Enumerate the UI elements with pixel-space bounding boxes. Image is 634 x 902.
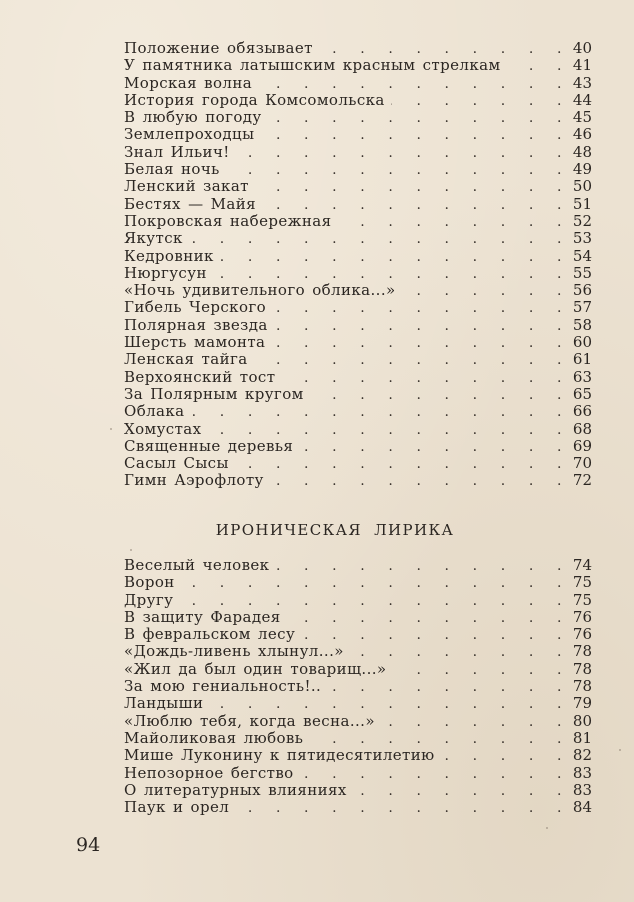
dot-leader	[271, 335, 570, 352]
dot-leader	[274, 318, 570, 335]
dot-leader	[236, 145, 570, 162]
toc-entry	[124, 161, 592, 178]
toc-entry-page: 41	[572, 56, 592, 75]
toc-entry-page: 78	[572, 677, 592, 696]
dot-leader	[254, 352, 570, 369]
toc-entry-page: 46	[572, 125, 592, 144]
dot-leader	[255, 179, 570, 196]
toc-entry	[124, 213, 592, 230]
dot-leader	[281, 370, 570, 387]
toc-entry	[124, 40, 592, 57]
toc-entry-title: В любую погоду	[124, 108, 262, 127]
scan-speck	[546, 827, 548, 829]
toc-entry	[124, 299, 592, 316]
toc-entry-page: 68	[572, 419, 592, 438]
dot-leader	[391, 93, 570, 110]
toc-entry-page: 61	[572, 350, 592, 369]
dot-leader	[441, 748, 570, 765]
toc-entry-title: Землепроходцы	[124, 125, 255, 144]
toc-entry-title: За Полярным кругом	[124, 384, 304, 403]
toc-entry-page: 40	[572, 39, 592, 57]
toc-entry	[124, 317, 592, 334]
toc-entry-title: За мою гениальность!..	[124, 677, 322, 696]
dot-leader	[268, 110, 570, 127]
toc-entry-title: Положение обязывает	[124, 39, 313, 57]
toc-entry-page: 57	[572, 298, 592, 317]
toc-entry	[124, 265, 592, 282]
toc-entry-title: Сасыл Сысы	[124, 454, 229, 473]
page-number: 94	[76, 834, 101, 856]
toc-entry-page: 72	[572, 471, 592, 490]
toc-entry-page: 49	[572, 160, 592, 179]
toc-entry	[124, 765, 592, 782]
toc-entry-title: Полярная звезда	[124, 315, 268, 334]
toc-entry-title: Другу	[124, 590, 174, 609]
dot-leader	[260, 127, 570, 144]
toc-entry	[124, 455, 592, 472]
toc-entry-title: «Дождь-ливень хлынул...»	[124, 642, 344, 661]
toc-entry-title: Белая ночь	[124, 160, 220, 179]
toc-entry-title: Морская волна	[124, 73, 253, 92]
toc-entry-page: 79	[572, 694, 592, 713]
toc-entry	[124, 730, 592, 747]
toc-entry-title: О литературных влияниях	[124, 780, 347, 799]
toc-entry-page: 51	[572, 194, 592, 213]
toc-entry-title: Ленский закат	[124, 177, 249, 196]
toc-entry	[124, 386, 592, 403]
toc-entry-title: История города Комсомольска	[124, 90, 385, 109]
toc-entry-title: Бестях — Майя	[124, 194, 257, 213]
toc-entry-page: 53	[572, 229, 592, 248]
dot-leader	[275, 558, 570, 575]
toc-entry-page: 54	[572, 246, 592, 265]
toc-entry-page: 52	[572, 211, 592, 230]
toc-entry-page: 48	[572, 142, 592, 161]
dot-leader	[220, 249, 570, 266]
toc-entry-title: Верхоянский тост	[124, 367, 276, 386]
toc-entry-page: 66	[572, 402, 592, 421]
toc-entry-title: «Жил да был один товарищ...»	[124, 659, 387, 678]
toc-entry-title: «Люблю тебя, когда весна...»	[124, 711, 375, 730]
scan-speck	[130, 549, 132, 551]
toc-entry-page: 60	[572, 333, 592, 352]
toc-entry	[124, 713, 592, 730]
toc-entry	[124, 574, 592, 591]
scan-speck	[619, 749, 621, 751]
dot-leader	[191, 404, 570, 421]
toc-entry-page: 82	[572, 746, 592, 765]
toc-entry-page: 83	[572, 763, 592, 782]
toc-entry	[124, 282, 592, 299]
toc-entry-page: 75	[572, 590, 592, 609]
toc-entry	[124, 196, 592, 213]
dot-leader	[235, 800, 570, 817]
toc-entry-title: Ворон	[124, 573, 175, 592]
dot-leader	[235, 456, 570, 473]
dot-leader	[181, 575, 570, 592]
dot-leader	[270, 473, 570, 490]
toc-entry-title: Ландыши	[124, 694, 204, 713]
dot-leader	[507, 58, 570, 75]
toc-entry-title: Веселый человек	[124, 556, 270, 574]
toc-entry-page: 81	[572, 728, 592, 747]
toc-entry-title: Ленская тайга	[124, 350, 248, 369]
toc-entry-page: 63	[572, 367, 592, 386]
dot-leader	[272, 300, 570, 317]
scan-speck	[110, 428, 112, 430]
toc-entry-page: 78	[572, 659, 592, 678]
toc-entry	[124, 557, 592, 574]
toc-entry-page: 74	[572, 556, 592, 574]
toc-entry	[124, 472, 592, 489]
toc-entry	[124, 92, 592, 109]
dot-leader	[310, 387, 570, 404]
toc-entry-page: 43	[572, 73, 592, 92]
toc-entry-page: 76	[572, 607, 592, 626]
toc-list-part1	[124, 40, 592, 490]
toc-entry-title: Хомустах	[124, 419, 202, 438]
dot-leader	[226, 162, 570, 179]
toc-entry-title: Мише Луконину к пятидесятилетию	[124, 746, 435, 765]
toc-entry	[124, 661, 592, 678]
toc-entry-page: 58	[572, 315, 592, 334]
toc-entry-title: Покровская набережная	[124, 211, 332, 230]
toc-entry-title: Знал Ильич!	[124, 142, 230, 161]
dot-leader	[327, 679, 570, 696]
toc-entry-page: 69	[572, 436, 592, 455]
toc-entry-page: 84	[572, 798, 592, 817]
toc-entry-page: 50	[572, 177, 592, 196]
toc-entry-page: 65	[572, 384, 592, 403]
toc-entry	[124, 351, 592, 368]
toc-entry	[124, 592, 592, 609]
toc-entry	[124, 609, 592, 626]
toc-entry	[124, 678, 592, 695]
toc-list-part2	[124, 557, 592, 816]
toc-entry-title: В февральском лесу	[124, 625, 296, 644]
toc-entry	[124, 248, 592, 265]
toc-entry	[124, 144, 592, 161]
toc-entry	[124, 178, 592, 195]
toc-entry-title: «Ночь удивительного облика...»	[124, 281, 396, 300]
toc-entry-title: У памятника латышским красным стрелкам	[124, 56, 501, 75]
toc-entry	[124, 747, 592, 764]
toc-entry-page: 56	[572, 281, 592, 300]
toc-entry-title: Гимн Аэрофлоту	[124, 471, 264, 490]
toc-entry-title: В защиту Фарадея	[124, 607, 281, 626]
dot-leader	[393, 662, 570, 679]
dot-leader	[402, 283, 570, 300]
toc-entry-title: Нюргусун	[124, 263, 207, 282]
toc-entry	[124, 421, 592, 438]
toc-entry-page: 44	[572, 90, 592, 109]
toc-entry	[124, 126, 592, 143]
toc-entry-page: 83	[572, 780, 592, 799]
toc-entry-page: 45	[572, 108, 592, 127]
dot-leader	[287, 610, 570, 627]
toc-entry-title: Шерсть мамонта	[124, 333, 266, 352]
dot-leader	[189, 231, 570, 248]
toc-entry-title: Кедровник	[124, 246, 214, 265]
toc-entry-title: Якутск	[124, 229, 183, 248]
toc-entry	[124, 782, 592, 799]
toc-entry-page: 55	[572, 263, 592, 282]
toc-entry-page: 76	[572, 625, 592, 644]
toc-entry-title: Непозорное бегство	[124, 763, 294, 782]
toc-entry-page: 80	[572, 711, 592, 730]
toc-entry	[124, 75, 592, 92]
dot-leader	[337, 214, 570, 231]
toc-entry	[124, 57, 592, 74]
toc-entry	[124, 643, 592, 660]
toc-entry	[124, 799, 592, 816]
dot-leader	[299, 439, 570, 456]
toc-entry-page: 78	[572, 642, 592, 661]
toc-entry-title: Гибель Черского	[124, 298, 267, 317]
section-heading: ИРОНИЧЕСКАЯ ЛИРИКА	[215, 521, 455, 539]
toc-entry	[124, 369, 592, 386]
dot-leader	[381, 714, 570, 731]
toc-entry	[124, 695, 592, 712]
toc-entry-page: 70	[572, 454, 592, 473]
toc-entry-title: Священные деревья	[124, 436, 294, 455]
toc-entry-title: Майоликовая любовь	[124, 728, 304, 747]
toc-entry	[124, 334, 592, 351]
toc-entry	[124, 626, 592, 643]
toc-entry	[124, 403, 592, 420]
toc-entry	[124, 438, 592, 455]
toc-entry-title: Облака	[124, 402, 185, 421]
toc-entry	[124, 109, 592, 126]
toc-entry-page: 75	[572, 573, 592, 592]
dot-leader	[353, 783, 570, 800]
toc-entry-title: Паук и орел	[124, 798, 230, 817]
toc-entry	[124, 230, 592, 247]
